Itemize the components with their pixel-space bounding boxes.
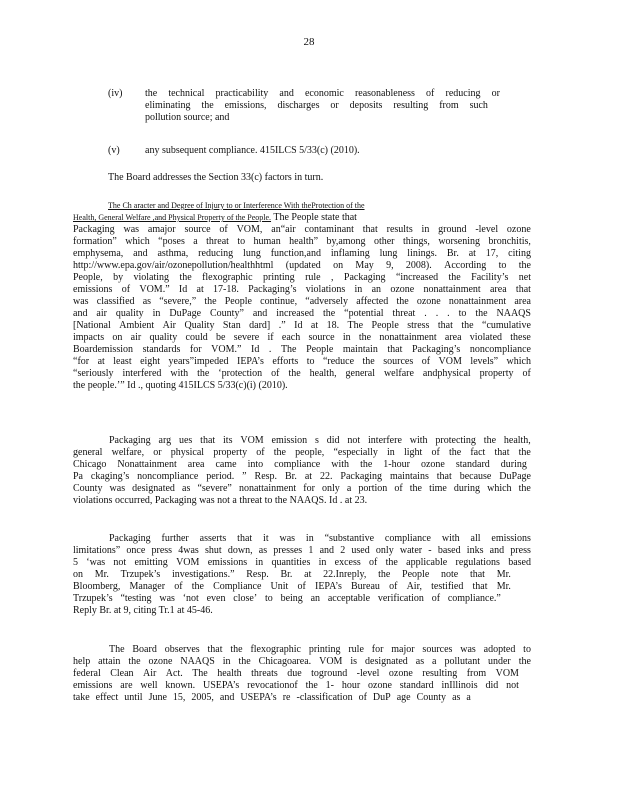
text-line: limitations” once press 4was shut down, as presses 1 and 2 used only water - based inks and press (73, 545, 531, 556)
text-line: pollution source; and (145, 112, 230, 123)
text-line: emissions of VOM.” Id at 17-18. Packaging’s violations in an ozone nonattainment area that (73, 284, 531, 295)
text-line: “for at least eight years”impeded IEPA’s efforts to “reduce the sources of VOM levels” which (73, 356, 531, 367)
text-line: http://www.epa.gov/air/ozonepollution/healthhtml (updated on May 9, 2008). According to the (73, 260, 531, 271)
paragraph-2 (73, 435, 531, 507)
text-line: County was designated as “severe” nonattainment for only a portion of the time during which the (73, 483, 531, 494)
text-line: emissions are well known. USEPA’s revocationof the 1- hour ozone standard inIllinois did not (73, 680, 519, 691)
text-line: take effect until June 15, 2005, and USEPA’s re -classification of DuP age County as a (73, 692, 471, 703)
text-line: Reply Br. at 9, citing Tr.1 at 45-46. (73, 605, 213, 616)
text-line: general welfare, or physical property of the people, “especially in light of the fact that the (73, 447, 531, 458)
page-number: 28 (303, 36, 315, 48)
text-line: The Board observes that the flexographic printing rule for major sources was adopted to (109, 644, 531, 655)
heading-continuation-text: The People state that (273, 212, 357, 223)
list-item-iv (108, 88, 548, 128)
text-line: Trzupek’s “testing was ‘not even close’ to being an acceptable verification of compliance.” (73, 593, 501, 604)
section-heading (73, 200, 531, 212)
paragraph-1 (73, 224, 531, 392)
text-line: Boardemission standards for VOM.” Id . The People maintain that Packaging’s noncompliance (73, 344, 531, 355)
text-line: Packaging arg ues that its VOM emission s did not interfere with protecting the health, (109, 435, 531, 446)
text-line: People, by violating the flexographic printing rule , Packaging “increased the Facility’s net (73, 272, 531, 283)
text-line: Pa ckaging’s noncompliance period. ” Resp. Br. at 22. Packaging maintains that because DuPage (73, 471, 531, 482)
text-line: on Mr. Trzupek’s investigations.” Resp. Br. at 22.Inreply, the People note that Mr. (73, 569, 511, 580)
text-line: impacts on air quality could be severe if each source in the nonattainment area violated these (73, 332, 531, 343)
text-line: federal Clean Air Act. The health threats due toground -level ozone resulting from VOM (73, 668, 519, 679)
text-line: formation” which “poses a threat to human health” by,among other things, worsening bronchitis, (73, 236, 531, 247)
text-line: and air quality in DuPage County” and increased the “potential threat . . . to the NAAQS (73, 308, 531, 319)
text-line: “seriously interfered with the ‘protection of the health, general welfare andphysical property of (73, 368, 531, 379)
text-line: eliminating the emissions, discharges or deposits resulting from such (145, 100, 488, 111)
intro-sentence: The Board addresses the Section 33(c) factors in turn. (108, 172, 324, 183)
list-item-v (108, 145, 548, 159)
heading-underlined-text: Health, General Welfare ,and Physical Property of the People. (73, 213, 272, 222)
text-line: [National Ambient Air Quality Stan dard] .” Id at 18. The People stress that the “cumulative (73, 320, 531, 331)
text-line: help attain the ozone NAAQS in the Chicagoarea. VOM is designated as a pollutant under the (73, 656, 531, 667)
text-line: the people.’” Id ., quoting 415ILCS 5/33(c)(i) (2010). (73, 380, 288, 391)
text-line: the technical practicability and economic reasonableness of reducing or (145, 88, 500, 99)
list-item-label: (v) (108, 145, 120, 156)
paragraph-3 (73, 533, 531, 617)
text-line: any subsequent compliance. 415ILCS 5/33(c) (2010). (145, 145, 360, 156)
text-line: emphysema, and asthma, reducing lung function,and inflaming lung linings. Br. at 17, citing (73, 248, 531, 259)
text-line: Chicago Nonattainment area came into compliance with the 1-hour ozone standard during (73, 459, 527, 470)
text-line: was classified as “severe,” the People continue, “adversely affected the ozone nonattainment area (73, 296, 531, 307)
heading-line-2 (73, 212, 357, 224)
text-line: Bloomberg, Manager of the Compliance Unit of IEPA’s Bureau of Air, testified that Mr. (73, 581, 511, 592)
text-line: Packaging further asserts that it was in “substantive compliance with all emissions (109, 533, 531, 544)
heading-line-1: The Ch aracter and Degree of Injury to or Interference With theProtection of the (108, 201, 365, 210)
text-line: violations occurred, Packaging was not a threat to the NAAQS. Id . at 23. (73, 495, 368, 506)
list-item-text (145, 145, 500, 157)
paragraph-4 (73, 644, 531, 704)
text-line: Packaging was amajor source of VOM, an“air contaminant that results in ground -level ozone (73, 224, 531, 235)
list-item-text (145, 88, 500, 124)
list-item-label: (iv) (108, 88, 123, 99)
text-line: 5 ‘was not emitting VOM emissions in quantities in excess of the applicable regulations based (73, 557, 531, 568)
